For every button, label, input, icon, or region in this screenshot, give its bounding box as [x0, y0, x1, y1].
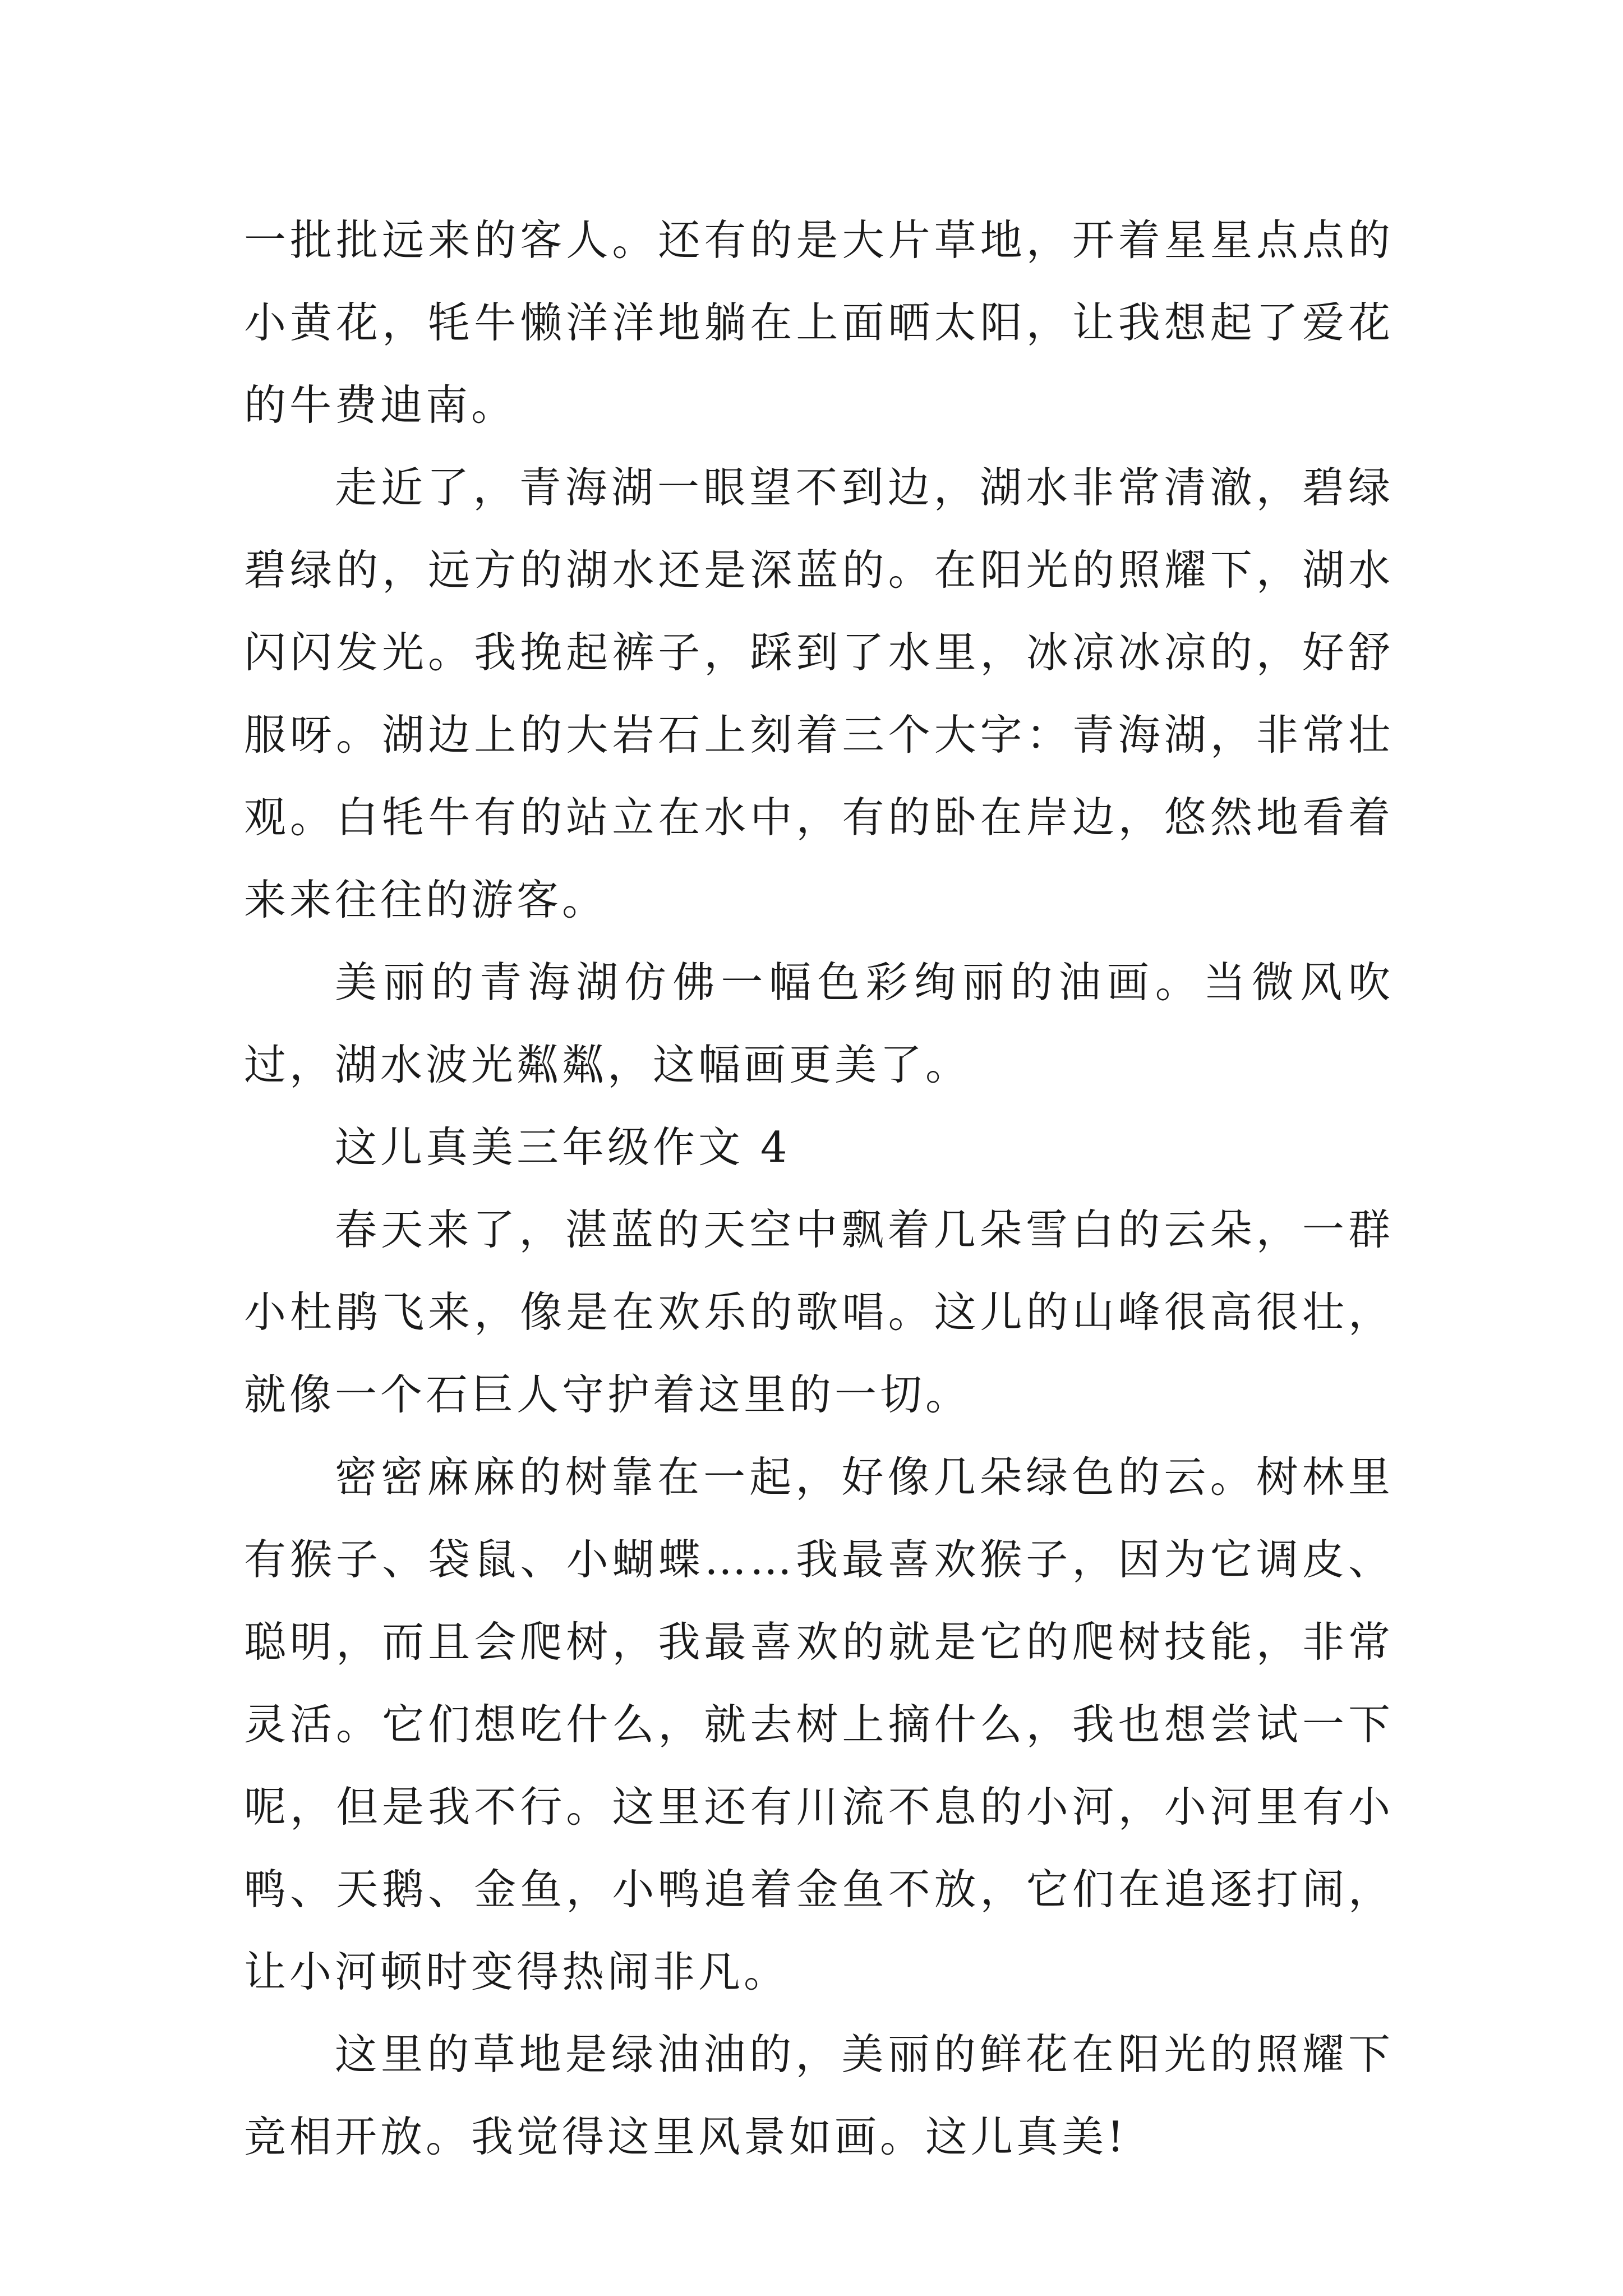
essay-heading: 这儿真美三年级作文 4: [335, 1122, 791, 1172]
paragraph-lake-painting: 美丽的青海湖仿佛一幅色彩绚丽的油画。当微风吹过，湖水波光粼粼，这幅画更美了。: [244, 958, 1394, 1089]
paragraph-forest: 密密麻麻的树靠在一起，好像几朵绿色的云。树林里有猴子、袋鼠、小蝴蝶……我最喜欢猴子，因为它调皮、聪明，而且会爬树，我最喜欢的就是它的爬树技能，非常灵活。它们想吃什么，就去树上摘什么，我也想尝试一下呢，但是我不行。这里还有川流不息的小河，小河里有小鸭、天鹅、金鱼，小鸭追着金鱼不放，它们在追逐打闹，让小河顿时变得热闹非凡。: [244, 1452, 1394, 1996]
paragraph-meadow: 这里的草地是绿油油的，美丽的鲜花在阳光的照耀下竞相开放。我觉得这里风景如画。这儿真美!: [244, 2030, 1394, 2161]
paragraph-spring: 春天来了，湛蓝的天空中飘着几朵雪白的云朵，一群小杜鹃飞来，像是在欢乐的歌唱。这儿的山峰很高很壮，就像一个石巨人守护着这里的一切。: [244, 1205, 1394, 1419]
document-body: [244, 199, 1394, 2178]
paragraph-continuation: 一批批远来的客人。还有的是大片草地，开着星星点点的小黄花，牦牛懒洋洋地躺在上面晒太阳，让我想起了爱花的牛费迪南。: [244, 215, 1394, 430]
paragraph-lake-scene: 走近了，青海湖一眼望不到边，湖水非常清澈，碧绿碧绿的，远方的湖水还是深蓝的。在阳光的照耀下，湖水闪闪发光。我挽起裤子，踩到了水里，冰凉冰凉的，好舒服呀。湖边上的大岩石上刻着三个大字：青海湖，非常壮观。白牦牛有的站立在水中，有的卧在岸边，悠然地看着来来往往的游客。: [244, 463, 1394, 924]
